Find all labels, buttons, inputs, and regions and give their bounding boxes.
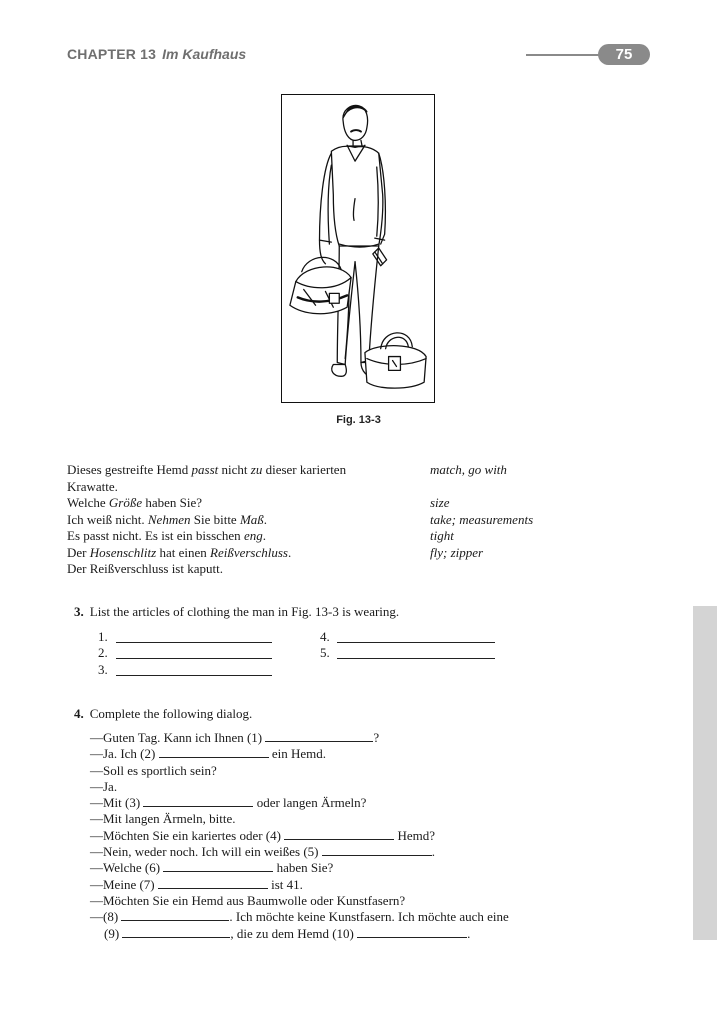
- vocab-german: Welche Größe haben Sie?: [67, 495, 203, 510]
- item-number: 2.: [98, 645, 108, 660]
- figure-caption: Fig. 13-3: [336, 414, 381, 426]
- vocab-german: Ich weiß nicht. Nehmen Sie bitte Maß.: [67, 511, 268, 527]
- dialog-line: [90, 860, 509, 876]
- dialog-text: —Möchten Sie ein Hemd aus Baumwolle oder Kunstfasern?: [90, 892, 406, 908]
- item-number: 5.: [320, 645, 330, 660]
- exercise-3: [74, 604, 399, 678]
- side-tab: [693, 606, 717, 940]
- dialog-line: [90, 730, 509, 746]
- dialog-line: [90, 844, 509, 860]
- vocab-german: Dieses gestreifte Hemd passt nicht zu dieser karierten: [67, 462, 347, 477]
- vocab-row: [67, 545, 667, 562]
- dialog-text: —Möchten Sie ein kariertes oder (4): [90, 827, 285, 843]
- answer-row: [74, 662, 399, 679]
- figure-illustration: [281, 94, 435, 403]
- dialog-text: . Ich möchte keine Kunstfasern. Ich möchte auch eine: [229, 909, 509, 925]
- dialog-blank[interactable]: [163, 860, 273, 872]
- vocab-german: Es passt nicht. Es ist ein bisschen eng.: [67, 528, 266, 543]
- vocab-row: [67, 462, 667, 479]
- vocabulary-list: [67, 462, 667, 578]
- dialog-line: [90, 779, 509, 795]
- answer-row: [74, 629, 399, 646]
- dialog-text: —Ja.: [90, 778, 118, 794]
- vocab-row-continuation: Krawatte.: [67, 478, 118, 494]
- dialog-text: —Nein, weder noch. Ich will ein weißes (5): [90, 844, 322, 860]
- vocab-english: take; measurements: [430, 511, 534, 527]
- dialog-text: haben Sie?: [273, 860, 334, 876]
- dialog-text: —Welche (6): [90, 860, 164, 876]
- vocab-row: [67, 528, 667, 545]
- vocab-row: [67, 512, 667, 529]
- dialog-text: , die zu dem Hemd (10): [230, 925, 358, 941]
- exercise-4-heading: [74, 706, 252, 723]
- dialog-blank[interactable]: [265, 730, 373, 742]
- dialog-blank[interactable]: [121, 909, 229, 921]
- dialog-text: —Soll es sportlich sein?: [90, 762, 217, 778]
- exercise-3-prompt: [74, 604, 399, 621]
- vocab-english: tight: [430, 528, 454, 543]
- chapter-label: CHAPTER 13: [67, 46, 157, 62]
- dialog-text: Hemd?: [394, 827, 436, 843]
- vocab-german: Der Reißverschluss ist kaputt.: [67, 561, 223, 576]
- vocab-english: fly; zipper: [430, 544, 484, 560]
- vocab-english: match, go with: [430, 462, 507, 477]
- dialog-blank[interactable]: [284, 828, 394, 840]
- dialog-blank[interactable]: [159, 746, 269, 758]
- dialog-line: [90, 763, 509, 779]
- answer-blank-5[interactable]: [337, 647, 495, 659]
- dialog-blank[interactable]: [143, 795, 253, 807]
- dialog-blank[interactable]: [322, 844, 432, 856]
- dialog-text: ist 41.: [267, 876, 303, 892]
- dialog-text: ?: [373, 730, 380, 745]
- dialog-line: [90, 877, 509, 893]
- exercise-number: 4.: [74, 706, 84, 721]
- item-number: 1.: [98, 628, 108, 644]
- dialog-text: —Mit (3): [90, 795, 144, 811]
- dialog-exercise: [90, 730, 509, 942]
- dialog-text: —Mit langen Ärmeln, bitte.: [90, 811, 236, 827]
- dialog-text: (9): [104, 925, 123, 941]
- answer-blank-2[interactable]: [116, 647, 272, 659]
- dialog-blank[interactable]: [158, 877, 268, 889]
- vocab-row: [67, 495, 667, 512]
- dialog-line: [90, 926, 509, 942]
- exercise-number: 3.: [74, 604, 84, 619]
- answer-blank-3[interactable]: [116, 664, 272, 676]
- dialog-line: [90, 893, 509, 909]
- dialog-text: .: [467, 925, 471, 941]
- dialog-blank[interactable]: [122, 926, 230, 938]
- dialog-text: oder langen Ärmeln?: [253, 795, 367, 811]
- dialog-text: —(8): [90, 909, 122, 925]
- dialog-text: —Guten Tag. Kann ich Ihnen (1): [90, 730, 266, 745]
- page-number: 75: [598, 44, 650, 65]
- vocab-row: [67, 561, 667, 578]
- dialog-text: ein Hemd.: [268, 746, 326, 762]
- dialog-text: —Ja. Ich (2): [90, 746, 159, 762]
- exercise-prompt: List the articles of clothing the man in Fig. 13-3 is wearing.: [89, 604, 400, 619]
- item-number: 4.: [320, 628, 330, 644]
- dialog-line: [90, 795, 509, 811]
- dialog-line: [90, 746, 509, 762]
- answer-row: [74, 645, 399, 662]
- dialog-text: .: [431, 844, 436, 860]
- dialog-line: [90, 811, 509, 827]
- chapter-heading: [67, 46, 246, 66]
- dialog-text: —Meine (7): [90, 876, 158, 892]
- dialog-blank[interactable]: [357, 926, 467, 938]
- exercise-prompt: Complete the following dialog.: [89, 706, 253, 721]
- vocab-german: Der Hosenschlitz hat einen Reißverschluss.: [67, 544, 292, 560]
- vocab-english: size: [430, 495, 450, 510]
- header-rule: [526, 54, 606, 56]
- chapter-title: Im Kaufhaus: [162, 46, 247, 62]
- answer-blank-1[interactable]: [116, 631, 272, 643]
- dialog-line: [90, 828, 509, 844]
- man-with-bags-illustration: [282, 95, 434, 402]
- dialog-line: [90, 909, 509, 925]
- item-number: 3.: [98, 661, 108, 677]
- answer-blank-4[interactable]: [337, 631, 495, 643]
